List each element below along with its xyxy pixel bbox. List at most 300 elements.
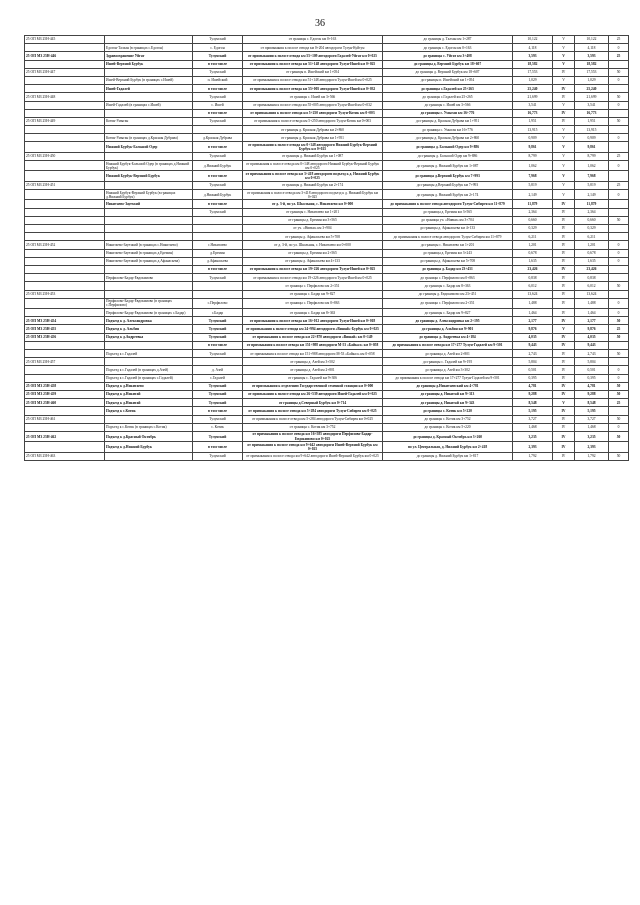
speed-cell: 50: [609, 382, 629, 390]
segment-end-cell: до границы д. Нижний Бурбук км 2+174: [383, 190, 513, 200]
length-total-cell: 8,548: [575, 399, 609, 407]
segment-start-cell: от примыкания к полосе отвода км 19+226 автодороги Тулун-Ишей км 0+025: [243, 265, 383, 273]
length-cell: 4,781: [513, 382, 553, 390]
length-total-cell: 13,915: [575, 126, 609, 134]
segment-end-cell: до границы д. Красный Октябрь км 3+260: [383, 431, 513, 441]
settlement-cell: с.Гадалей: [193, 374, 243, 382]
road-name-cell: Подъезд к д. Александровка: [105, 317, 193, 325]
segment-start-cell: от примыкания к полосе отвода км 26+539 автодороги Ишей-Гадалей км 0+025: [243, 390, 383, 398]
road-name-cell: Нижний Бурбук-Верхний Бурбук: [105, 171, 193, 181]
settlement-cell: в том числе: [193, 142, 243, 152]
length-cell: 5,819: [513, 181, 553, 189]
road-name-cell: Подъезд к д.Андреевка: [105, 333, 193, 341]
category-cell: IV: [553, 298, 575, 308]
speed-cell: 0: [609, 374, 629, 382]
table-row: [25, 200, 629, 208]
segment-end-cell: до границы д. Афанасьева км 4+133: [383, 225, 513, 233]
road-register-table: [24, 35, 629, 461]
length-total-cell: 1,201: [575, 241, 609, 249]
segment-end-cell: до границы с. Едогон км 0+163: [383, 44, 513, 52]
settlement-cell: [193, 216, 243, 224]
road-name-cell: Перфилово-Бадар-Евдокимово: [105, 274, 193, 282]
table-row: [25, 423, 629, 431]
segment-start-cell: от примыкания к полосе отвода км 9+642 автодороги Ишей-Верхний Бурбук км 0+025: [243, 452, 383, 460]
table-row: [25, 142, 629, 152]
settlement-cell: с.Никитаево: [193, 241, 243, 249]
road-name-cell: Ишей-Верхний Бурбук: [105, 60, 193, 68]
length-cell: 1,635: [513, 257, 553, 265]
road-name-cell: Нижний Бурбук-Большой Одер: [105, 142, 193, 152]
table-row: [25, 44, 629, 52]
settlement-cell: в том числе: [193, 407, 243, 415]
length-total-cell: 4,035: [575, 333, 609, 341]
settlement-cell: д.Красная Дубрава: [193, 134, 243, 142]
category-cell: V: [553, 152, 575, 160]
length-cell: 0,909: [513, 134, 553, 142]
segment-start-cell: от примыкания к полосе отвода км 22+870 автодороги «Вишай» км 0+149: [243, 333, 383, 341]
segment-end-cell: до примыкания к полосе отвода км 17+277 Тулун-Гадалей км 9+501: [383, 341, 513, 349]
settlement-cell: Тулунский: [193, 452, 243, 460]
speed-cell: [609, 171, 629, 181]
road-name-cell: [105, 452, 193, 460]
speed-cell: 50: [609, 117, 629, 125]
road-name-cell: Подъезд к д.Никитай: [105, 390, 193, 398]
road-id-cell: [25, 76, 105, 84]
length-cell: 1,029: [513, 76, 553, 84]
settlement-cell: [193, 282, 243, 290]
length-total-cell: 25,240: [575, 85, 609, 93]
length-cell: 3,727: [513, 415, 553, 423]
road-name-cell: [105, 225, 193, 233]
segment-end-cell: до границы с.Гадалей км 25+265: [383, 93, 513, 101]
road-id-cell: 25 ОП МЗ 25Н-462: [25, 431, 105, 441]
segment-end-cell: до границы с. Котик км 3+752: [383, 415, 513, 423]
category-cell: V: [553, 36, 575, 44]
road-id-cell: 25 ОП МЗ 25Н-463: [25, 452, 105, 460]
category-cell: V: [553, 60, 575, 68]
category-cell: IV: [553, 257, 575, 265]
road-name-cell: Ишей-Гадалей: [105, 85, 193, 93]
road-name-cell: [105, 109, 193, 117]
length-total-cell: 9,876: [575, 325, 609, 333]
table-row: [25, 68, 629, 76]
length-cell: 9,861: [513, 142, 553, 152]
category-cell: IV: [553, 290, 575, 298]
segment-end-cell: до границы д. Альбин км 9+901: [383, 325, 513, 333]
table-row: [25, 161, 629, 171]
segment-start-cell: от границы д. Еремин км 2+565: [243, 249, 383, 257]
length-total-cell: 23,426: [575, 265, 609, 273]
length-total-cell: 9,288: [575, 390, 609, 398]
length-total-cell: 5,819: [575, 181, 609, 189]
segment-end-cell: до границы д. Талхан км 1+287: [383, 36, 513, 44]
segment-end-cell: до границы д. Андреевка км 4+184: [383, 333, 513, 341]
road-id-cell: [25, 374, 105, 382]
segment-start-cell: от границы д.Северный Бурбук км 0+714: [243, 399, 383, 407]
road-name-cell: [105, 36, 193, 44]
settlement-cell: в том числе: [193, 60, 243, 68]
length-cell: 0,395: [513, 374, 553, 382]
road-name-cell: Подъезд к д.Никитай: [105, 399, 193, 407]
segment-end-cell: по ул. Центральная, д. Нижний Бурбук км 2+418: [383, 442, 513, 452]
road-name-cell: [105, 208, 193, 216]
segment-start-cell: от границы д. Красная Дубрава км 2+860: [243, 126, 383, 134]
settlement-cell: в том числе: [193, 265, 243, 273]
segment-start-cell: от границы д. Азей км 3+502: [243, 358, 383, 366]
category-cell: V: [553, 126, 575, 134]
road-name-cell: Подъезд к с.Гадалей (в границах д.Азей): [105, 366, 193, 374]
category-cell: IV: [553, 282, 575, 290]
category-cell: IV: [553, 208, 575, 216]
segment-start-cell: от примыкания к полосе отвода км 24+994 автодороги «Вишай»-Бурбук км 0+025: [243, 325, 383, 333]
road-name-cell: Подъезд к д.Красный Октябрь: [105, 431, 193, 441]
segment-start-cell: от примыкания к полосе отвода км 55+109 автодороги Гадалей-Уйгат км 0+025: [243, 52, 383, 60]
speed-cell: 50: [609, 68, 629, 76]
table-row: [25, 298, 629, 308]
speed-cell: [609, 60, 629, 68]
category-cell: IV: [553, 431, 575, 441]
table-row: [25, 36, 629, 44]
length-cell: 3,593: [513, 52, 553, 60]
settlement-cell: в том числе: [193, 109, 243, 117]
segment-end-cell: до границы д.Никитаевский км 4+781: [383, 382, 513, 390]
road-id-cell: [25, 274, 105, 282]
road-name-cell: [105, 358, 193, 366]
segment-end-cell: до границы д. Красная Дубрава км 1+951: [383, 117, 513, 125]
table-row: [25, 225, 629, 233]
road-name-cell: [105, 126, 193, 134]
length-total-cell: 2,743: [575, 350, 609, 358]
settlement-cell: д. Азей: [193, 366, 243, 374]
road-name-cell: [105, 290, 193, 298]
length-total-cell: 9,443: [575, 341, 609, 349]
settlement-cell: Тулунский: [193, 390, 243, 398]
settlement-cell: [193, 225, 243, 233]
length-total-cell: 1,488: [575, 298, 609, 308]
length-cell: 2,149: [513, 190, 553, 200]
settlement-cell: Тулунский: [193, 181, 243, 189]
segment-end-cell: до границы с. Бадар км 8+363: [383, 282, 513, 290]
road-name-cell: Никитаево-Зауезжий: [105, 200, 193, 208]
speed-cell: 0: [609, 134, 629, 142]
speed-cell: [609, 265, 629, 273]
segment-end-cell: до границы с. Гадалей км 9+195: [383, 358, 513, 366]
segment-start-cell: от границы д. Красная Дубрава км 1+951: [243, 134, 383, 142]
category-cell: IV: [553, 93, 575, 101]
road-name-cell: [105, 181, 193, 189]
category-cell: V: [553, 101, 575, 109]
speed-cell: [609, 109, 629, 117]
road-name-cell: [105, 265, 193, 273]
speed-cell: 0: [609, 249, 629, 257]
category-cell: V: [553, 171, 575, 181]
road-id-cell: [25, 109, 105, 117]
settlement-cell: [193, 126, 243, 134]
road-name-cell: [105, 68, 193, 76]
segment-start-cell: от границы с. Ишей км 3+566: [243, 93, 383, 101]
length-cell: 2,364: [513, 208, 553, 216]
category-cell: IV: [553, 333, 575, 341]
road-name-cell: Никитаево-Зауезжий (в границах с.Никитаево): [105, 241, 193, 249]
table-row: [25, 76, 629, 84]
road-id-cell: 25 ОП МЗ 25Н-446: [25, 52, 105, 60]
category-cell: IV: [553, 68, 575, 76]
segment-start-cell: от примыкания к полосе отвода км 5+284 автодороги Тулун-Сибирея км 0+025: [243, 407, 383, 415]
length-total-cell: 0,678: [575, 249, 609, 257]
category-cell: V: [553, 181, 575, 189]
length-cell: 2,393: [513, 442, 553, 452]
length-total-cell: 2,177: [575, 317, 609, 325]
settlement-cell: д.Нижний Бурбук: [193, 190, 243, 200]
category-cell: V: [553, 190, 575, 200]
segment-start-cell: от примыкания к полосе отвода км 51+148 автодороги Тулун-Ишей км 0+025: [243, 76, 383, 84]
category-cell: IV: [553, 200, 575, 208]
table-row: [25, 181, 629, 189]
speed-cell: 0: [609, 366, 629, 374]
table-row: [25, 190, 629, 200]
length-total-cell: 17,553: [575, 68, 609, 76]
segment-start-cell: от границы с. Котик км 3+752: [243, 423, 383, 431]
length-total-cell: 4,781: [575, 382, 609, 390]
speed-cell: 50: [609, 216, 629, 224]
segment-end-cell: до границы с. Котик км 5+220: [383, 423, 513, 431]
speed-cell: 0: [609, 423, 629, 431]
segment-end-cell: до границы д. Большой Одер км 9+886: [383, 142, 513, 152]
speed-cell: 50: [609, 452, 629, 460]
length-cell: 4,118: [513, 44, 553, 52]
road-id-cell: [25, 142, 105, 152]
segment-start-cell: от границы с. Перфилово км 0+863: [243, 298, 383, 308]
speed-cell: 0: [609, 76, 629, 84]
speed-cell: [609, 358, 629, 366]
road-name-cell: [105, 341, 193, 349]
speed-cell: 50: [609, 333, 629, 341]
speed-cell: 25: [609, 399, 629, 407]
length-cell: 0,678: [513, 249, 553, 257]
length-total-cell: 0,660: [575, 216, 609, 224]
length-total-cell: 1,468: [575, 423, 609, 431]
category-cell: IV: [553, 452, 575, 460]
length-total-cell: 2,393: [575, 442, 609, 452]
road-name-cell: Подъезд к д.Нижний Бурбук: [105, 442, 193, 452]
segment-start-cell: от д. 3-й, по ул. Школьная, с. Никитаево км 0+000: [243, 200, 383, 208]
length-total-cell: 1,635: [575, 257, 609, 265]
length-cell: 0,329: [513, 225, 553, 233]
segment-end-cell: до границы д. Никитай км 9+343: [383, 399, 513, 407]
category-cell: V: [553, 134, 575, 142]
segment-end-cell: до границы д. Нижний Бурбук км 1+087: [383, 161, 513, 171]
category-cell: IV: [553, 358, 575, 366]
road-id-cell: 25 ОП МЗ 25Н-460: [25, 399, 105, 407]
table-row: [25, 282, 629, 290]
segment-start-cell: от примыкания к полосе отвода км 3+418 автодороги подъезд к д. Нижний Бурбук км 0+025: [243, 190, 383, 200]
settlement-cell: Тулунский: [193, 93, 243, 101]
segment-start-cell: от границы д. Афанасьева км 4+133: [243, 257, 383, 265]
settlement-cell: [193, 233, 243, 241]
length-total-cell: 0,838: [575, 274, 609, 282]
length-cell: 1,468: [513, 423, 553, 431]
settlement-cell: Тулунский: [193, 317, 243, 325]
segment-start-cell: от примыкания к полосе отвода км 19+226 автодороги Тулун-Ишей км 0+025: [243, 274, 383, 282]
road-name-cell: [105, 233, 193, 241]
category-cell: IV: [553, 225, 575, 233]
table-row: [25, 241, 629, 249]
segment-start-cell: от границы с. Перфилово км 2+351: [243, 282, 383, 290]
segment-start-cell: от примыкания к полосе отвода км 3+418 автодороги подъезд к д. Нижний Бурбук км 0+025: [243, 171, 383, 181]
segment-start-cell: от примыкания к полосе отвода км 55+005 автодороги Тулун-Ишей км 0+032: [243, 85, 383, 93]
length-cell: 23,426: [513, 265, 553, 273]
length-total-cell: 11,879: [575, 200, 609, 208]
table-row: [25, 52, 629, 60]
segment-end-cell: до границы с. Ишей км 3+566: [383, 101, 513, 109]
table-row: [25, 431, 629, 441]
table-row: [25, 85, 629, 93]
segment-end-cell: до границы д. Красная Дубрава км 2+860: [383, 134, 513, 142]
segment-end-cell: до границы д. Никитай км 9+313: [383, 390, 513, 398]
length-cell: 3,541: [513, 101, 553, 109]
length-total-cell: 1,062: [575, 161, 609, 171]
settlement-cell: Тулунский: [193, 117, 243, 125]
road-name-cell: [105, 216, 193, 224]
length-total-cell: 1,951: [575, 117, 609, 125]
length-total-cell: 10,122: [575, 36, 609, 44]
category-cell: IV: [553, 382, 575, 390]
speed-cell: [609, 341, 629, 349]
segment-start-cell: от примыкания к полосе отвода км 9+642 автодороги Ишей-Верхний Бурбук км 0+025: [243, 442, 383, 452]
length-cell: 6,012: [513, 282, 553, 290]
speed-cell: 25: [609, 181, 629, 189]
road-id-cell: 25 ОП МЗ 25Н-447: [25, 68, 105, 76]
settlement-cell: [193, 358, 243, 366]
segment-start-cell: от примыкания к полосе отвода км 151+988 автодороги М-53 «Байкал» км 0+058: [243, 341, 383, 349]
segment-end-cell: до границы д. Нижний Бурбук км 1+817: [383, 452, 513, 460]
length-total-cell: 3,541: [575, 101, 609, 109]
table-row: [25, 171, 629, 181]
speed-cell: [609, 233, 629, 241]
length-cell: 1,792: [513, 452, 553, 460]
length-cell: 18,582: [513, 60, 553, 68]
segment-end-cell: до границы д. Верхний Бурбук км 18+607: [383, 68, 513, 76]
category-cell: IV: [553, 117, 575, 125]
road-id-cell: [25, 126, 105, 134]
segment-end-cell: до границы с. Умыган км 16+776: [383, 126, 513, 134]
segment-end-cell: до границы д. Бадар км 23+451: [383, 265, 513, 273]
length-cell: 11,879: [513, 200, 553, 208]
settlement-cell: Тулунский: [193, 399, 243, 407]
length-cell: 3,235: [513, 431, 553, 441]
table-row: [25, 317, 629, 325]
settlement-cell: в том числе: [193, 442, 243, 452]
settlement-cell: в том числе: [193, 85, 243, 93]
speed-cell: 0: [609, 257, 629, 265]
segment-end-cell: до примыкания к полосе отвода автодороги Тулун-Сибирея км 11+879: [383, 200, 513, 208]
category-cell: IV: [553, 390, 575, 398]
settlement-cell: Тулунский: [193, 325, 243, 333]
length-total-cell: 3,727: [575, 415, 609, 423]
length-cell: 13,915: [513, 126, 553, 134]
road-id-cell: [25, 407, 105, 415]
speed-cell: [609, 290, 629, 298]
table-row: [25, 309, 629, 317]
segment-end-cell: до границы д. Большой Одер км 9+886: [383, 152, 513, 160]
length-total-cell: 0,395: [575, 374, 609, 382]
segment-start-cell: от границы д. Нижний Бурбук км 1+087: [243, 152, 383, 160]
length-total-cell: 7,968: [575, 171, 609, 181]
road-name-cell: Никитаево-Зауезжий (в границах д.Еремин): [105, 249, 193, 257]
settlement-cell: [193, 290, 243, 298]
road-id-cell: [25, 298, 105, 308]
segment-start-cell: от границы с. Гадалей км 9+306: [243, 374, 383, 382]
segment-start-cell: от примыкания к полосе отвода км 151+988 автодороги М-53 «Байкал» км 0+058: [243, 350, 383, 358]
length-total-cell: 21,699: [575, 93, 609, 101]
length-cell: 1,951: [513, 117, 553, 125]
road-id-cell: 25 ОП МЗ 25Н-455: [25, 325, 105, 333]
speed-cell: 0: [609, 44, 629, 52]
settlement-cell: с.Перфилово: [193, 298, 243, 308]
road-id-cell: [25, 233, 105, 241]
table-row: [25, 407, 629, 415]
road-id-cell: 25 ОП МЗ 25Н-459: [25, 390, 105, 398]
length-total-cell: 0,329: [575, 225, 609, 233]
length-total-cell: 5,804: [575, 358, 609, 366]
category-cell: V: [553, 399, 575, 407]
road-name-cell: Ишей-Гадалей (в границах с.Ишей): [105, 101, 193, 109]
table-row: [25, 208, 629, 216]
length-cell: 5,195: [513, 407, 553, 415]
table-row: [25, 216, 629, 224]
length-cell: 1,062: [513, 161, 553, 171]
settlement-cell: в том числе: [193, 200, 243, 208]
length-cell: 4,035: [513, 333, 553, 341]
length-cell: 1,464: [513, 309, 553, 317]
length-cell: 9,876: [513, 325, 553, 333]
length-cell: 0,838: [513, 274, 553, 282]
category-cell: V: [553, 44, 575, 52]
segment-start-cell: от примыкания к полосе отвода км 5+284 автодороги Тулун-Сибирея км 0+025: [243, 415, 383, 423]
settlement-cell: Тулунский: [193, 431, 243, 441]
road-id-cell: [25, 282, 105, 290]
road-name-cell: Котик-Умыган (в границах д.Красная Дубрава): [105, 134, 193, 142]
road-id-cell: [25, 257, 105, 265]
speed-cell: 0: [609, 309, 629, 317]
segment-end-cell: до границы с. Уйгат км 3+408: [383, 52, 513, 60]
settlement-cell: Тулунский: [193, 274, 243, 282]
road-name-cell: Котик-Умыган: [105, 117, 193, 125]
speed-cell: [609, 85, 629, 93]
category-cell: IV: [553, 415, 575, 423]
settlement-cell: в том числе: [193, 171, 243, 181]
length-cell: 0,660: [513, 216, 553, 224]
category-cell: V: [553, 52, 575, 60]
road-id-cell: 25 ОП МЗ 25Н-457: [25, 358, 105, 366]
length-cell: 9,443: [513, 341, 553, 349]
speed-cell: 0: [609, 241, 629, 249]
road-id-cell: [25, 309, 105, 317]
road-name-cell: Едогон-Талхан (в границах с.Едогон): [105, 44, 193, 52]
road-id-cell: 25 ОП МЗ 25Н-448: [25, 93, 105, 101]
length-cell: 10,122: [513, 36, 553, 44]
length-total-cell: 5,195: [575, 407, 609, 415]
length-total-cell: 1,792: [575, 452, 609, 460]
speed-cell: 50: [609, 431, 629, 441]
segment-end-cell: до границы с.Гадалей км 25+265: [383, 85, 513, 93]
table-row: [25, 399, 629, 407]
speed-cell: 50: [609, 350, 629, 358]
table-row: [25, 233, 629, 241]
segment-start-cell: от границы с. Никитаево км 1+201: [243, 208, 383, 216]
table-row: [25, 109, 629, 117]
length-total-cell: 1,029: [575, 76, 609, 84]
